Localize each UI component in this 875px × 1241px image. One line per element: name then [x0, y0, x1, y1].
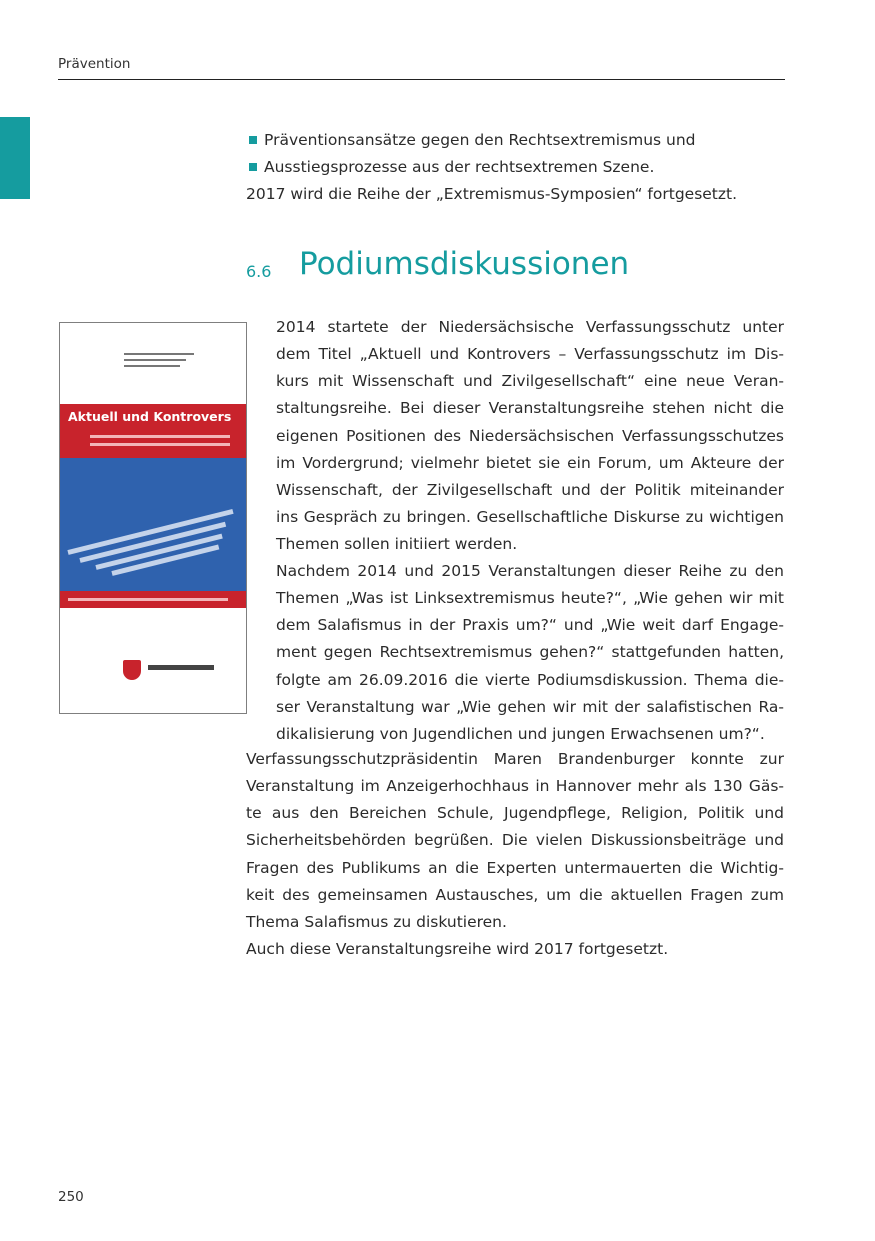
text-line: Nachdem 2014 und 2015 Veranstaltungen dieser Reihe zu den	[276, 562, 784, 580]
niedersachsen-logo-icon	[123, 660, 141, 680]
text-line: dikalisierung von Jugendlichen und jungen Erwachsenen um?“.	[276, 724, 765, 743]
text-line: 2014 startete der Niedersächsische Verfassungsschutz unter	[276, 318, 784, 336]
paragraph-events	[276, 558, 784, 748]
paragraph-intro	[276, 314, 784, 558]
text-line: te aus den Bereichen Schule, Jugendpflege, Religion, Politik und	[246, 804, 784, 823]
page-number: 250	[58, 1189, 84, 1205]
text-line: keit des gemeinsamen Austausches, um die aktuellen Fragen zum	[246, 885, 784, 904]
flyer-map-area	[60, 458, 246, 591]
text-line: dem Titel „Aktuell und Kontrovers – Verfassungsschutz im Dis-	[276, 345, 784, 364]
section-number: 6.6	[246, 262, 272, 281]
text-line: Wissenschaft, der Zivilgesellschaft und der Politik miteinander	[276, 480, 784, 499]
flyer-title-band	[60, 404, 246, 458]
text-line: Sicherheitsbehörden begrüßen. Die vielen Diskussionsbeiträge und	[246, 831, 784, 850]
text-line: Fragen des Publikums an die Experten untermauerten die Wichtig-	[246, 858, 784, 877]
text-line: staltungsreihe. Bei dieser Veranstaltungsreihe stehen nicht die	[276, 399, 784, 418]
flyer-logo-wordmark	[148, 665, 214, 670]
paragraph-outlook	[246, 936, 784, 963]
section-title: Podiumsdiskussionen	[299, 246, 630, 282]
text-line: ser Veranstaltung war „Wie gehen wir mit der salafistischen Ra-	[276, 697, 784, 716]
chapter-tab-marker	[0, 117, 30, 199]
text-line: Themen „Was ist Linksextremismus heute?“, „Wie gehen wir mit	[276, 589, 784, 608]
text-line: Veranstaltung im Anzeigerhochhaus in Hannover mehr als 130 Gäs-	[246, 777, 784, 796]
flyer-org-text	[124, 353, 234, 371]
paragraph-event-report	[246, 746, 784, 936]
running-head: Prävention	[58, 56, 131, 72]
bullet-text: Ausstiegsprozesse aus der rechtsextremen Szene.	[264, 158, 655, 176]
text-line: dem Salafismus in der Praxis um?“ und „Wie weit darf Engage-	[276, 616, 784, 635]
text-line: Themen sollen initiiert werden.	[276, 535, 518, 554]
list-item	[246, 127, 791, 154]
text-line: ment gegen Rechtsextremismus gehen?“ stattgefunden hatten,	[276, 643, 784, 662]
flyer-subtitle-line	[90, 435, 230, 438]
list-item	[246, 154, 791, 181]
text-line: Thema Salafismus zu diskutieren.	[246, 912, 507, 931]
flyer-subtitle-line	[90, 443, 230, 446]
header-rule	[58, 79, 785, 80]
flyer-title: Aktuell und Kontrovers	[68, 409, 232, 424]
text-line: eigenen Positionen des Niedersächsischen Verfassungsschutzes	[276, 426, 784, 445]
flyer-date-band	[60, 591, 246, 608]
square-bullet-icon	[249, 163, 257, 171]
flyer-image	[59, 322, 247, 714]
square-bullet-icon	[249, 136, 257, 144]
text-line: im Vordergrund; vielmehr bietet sie ein Forum, um Akteure der	[276, 453, 784, 472]
bullet-text: Präventionsansätze gegen den Rechtsextremismus und	[264, 131, 696, 149]
text-line: ins Gespräch zu bringen. Gesellschaftliche Diskurse zu wichtigen	[276, 508, 784, 527]
text-line: Verfassungsschutzpräsidentin Maren Brandenburger konnte zur	[246, 750, 784, 768]
text-line: Auch diese Veranstaltungsreihe wird 2017 fortgesetzt.	[246, 940, 669, 958]
text-line: kurs mit Wissenschaft und Zivilgesellschaft“ eine neue Veran-	[276, 372, 784, 391]
text-line: folgte am 26.09.2016 die vierte Podiumsdiskussion. Thema die-	[276, 670, 784, 689]
continuation-text: 2017 wird die Reihe der „Extremismus-Symposien“ fortgesetzt.	[246, 185, 738, 203]
bullet-list	[246, 127, 791, 181]
